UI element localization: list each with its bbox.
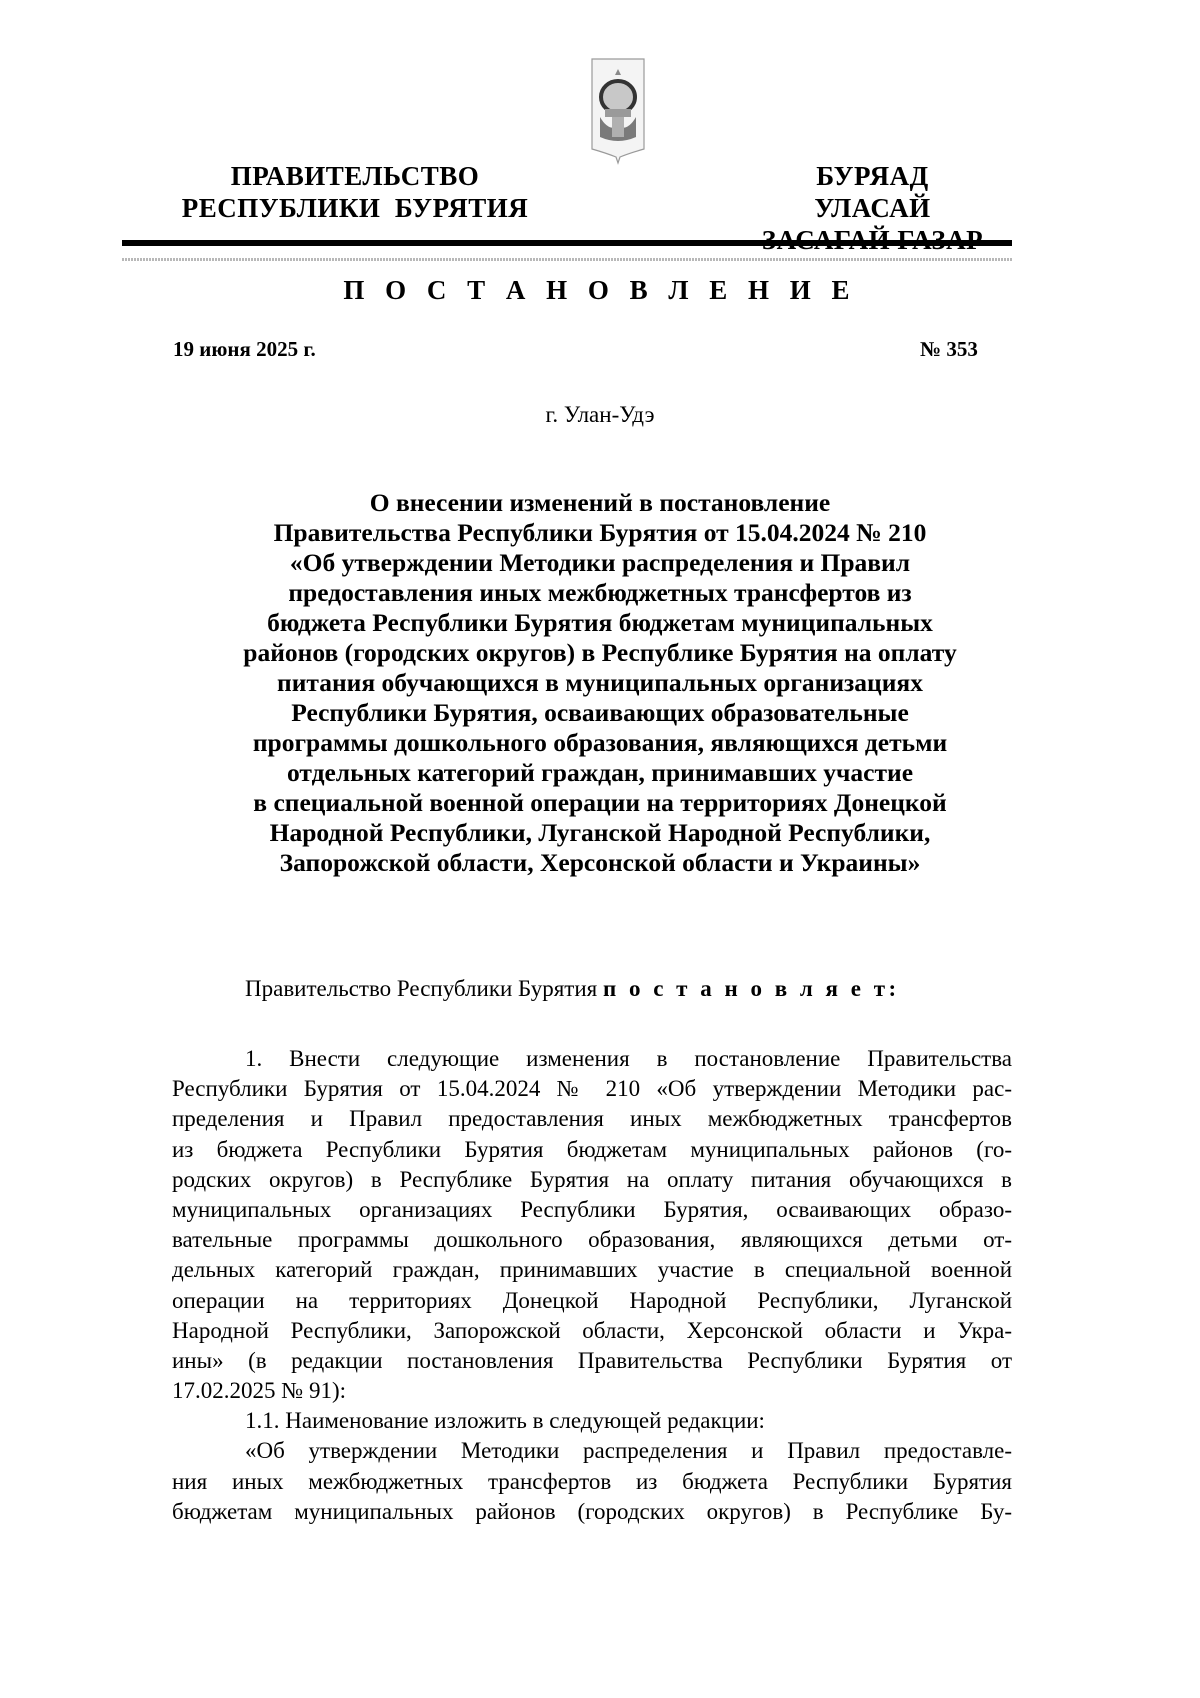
body-line: бюджетам муниципальных районов (городских округов) в Республике Бу- <box>172 1498 1012 1524</box>
body-line: операции на территориях Донецкой Народной Республики, Луганской <box>172 1287 1012 1313</box>
document-body <box>172 1044 1012 1527</box>
decree-intro-verb: п о с т а н о в л я е т: <box>602 976 900 1001</box>
government-name-russian <box>170 160 540 224</box>
title-line: О внесении изменений в постановление <box>369 488 831 517</box>
header-divider-dotted <box>122 258 1012 261</box>
body-line: пределения и Правил предоставления иных межбюджетных трансфертов <box>172 1106 1012 1132</box>
title-line: предоставления иных межбюджетных трансфертов из <box>288 578 912 607</box>
title-line: отдельных категорий граждан, принимавших участие <box>286 758 914 787</box>
title-line: в специальной военной операции на территориях Донецкой <box>253 788 947 817</box>
title-line: районов (городских округов) в Республике Бурятия на оплату <box>243 638 957 667</box>
document-date: 19 июня 2025 г. <box>173 337 316 361</box>
title-line: Народной Республики, Луганской Народной Республики, <box>269 818 931 847</box>
body-line: Республики Бурятия от 15.04.2024 № 210 «Об утверждении Методики рас- <box>172 1076 1012 1102</box>
decree-intro <box>245 976 900 1002</box>
title-line: бюджета Республики Бурятия бюджетам муниципальных <box>267 608 933 637</box>
body-line: вательные программы дошкольного образования, являющихся детьми от- <box>172 1227 1012 1253</box>
title-line: Правительства Республики Бурятия от 15.04.2024 № 210 <box>273 518 927 547</box>
org-left-line-2: РЕСПУБЛИКИ БУРЯТИЯ <box>181 193 529 223</box>
body-line: Народной Республики, Запорожской области, Херсонской области и Укра- <box>172 1317 1012 1343</box>
document-title <box>150 488 1050 878</box>
body-line: муниципальных организациях Республики Бурятия, осваивающих образо- <box>172 1196 1012 1222</box>
title-line: питания обучающихся в муниципальных организациях <box>277 668 923 697</box>
body-line: ния иных межбюджетных трансфертов из бюджета Республики Бурятия <box>172 1468 1012 1494</box>
body-line: родских округов) в Республике Бурятия на оплату питания обучающихся в <box>172 1166 1012 1192</box>
coat-of-arms-icon <box>590 57 646 165</box>
body-line: дельных категорий граждан, принимавших участие в специальной военной <box>172 1257 1012 1283</box>
document-number: № 353 <box>920 337 978 361</box>
decree-intro-text: Правительство Республики Бурятия <box>245 976 603 1001</box>
document-city: г. Улан-Удэ <box>545 402 655 427</box>
document-type-heading: П О С Т А Н О В Л Е Н И Е <box>343 275 857 305</box>
header-divider-thick <box>122 240 1012 246</box>
body-line: ины» (в редакции постановления Правительства Республики Бурятия от <box>172 1347 1012 1373</box>
title-line: Запорожской области, Херсонской области и Украины» <box>279 848 921 877</box>
org-left-line-1: ПРАВИТЕЛЬСТВО <box>230 161 480 191</box>
title-line: Республики Бурятия, осваивающих образовательные <box>291 698 909 727</box>
title-line: программы дошкольного образования, являющихся детьми <box>252 728 948 757</box>
body-line: 1.1. Наименование изложить в следующей редакции: <box>245 1408 765 1434</box>
body-line: из бюджета Республики Бурятия бюджетам муниципальных районов (го- <box>172 1136 1012 1162</box>
org-right-line-1: БУРЯАД УЛАСАЙ <box>814 161 931 223</box>
body-line: 1. Внести следующие изменения в постановление Правительства <box>245 1046 1012 1071</box>
body-line: «Об утверждении Методики распределения и Правил предоставле- <box>245 1438 1012 1464</box>
body-line: 17.02.2025 № 91): <box>172 1378 346 1404</box>
title-line: «Об утверждении Методики распределения и Правил <box>289 548 911 577</box>
